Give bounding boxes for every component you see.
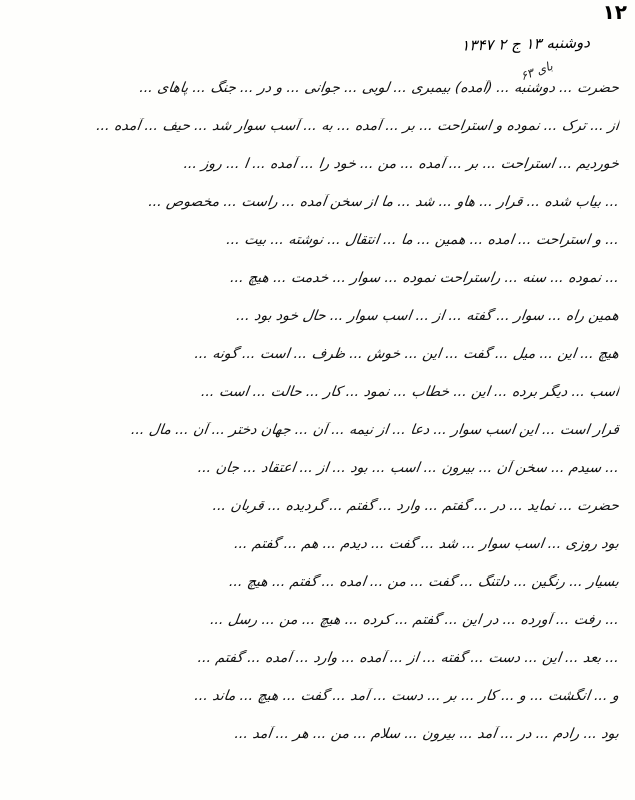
text-line: و ... انگشت ... و ... کار ... بر ... دست ... آمد ... گفت ... هیچ ... ماند ... [193,688,621,704]
text-line: ... و استراحت ... امده ... همین ... ما ... انتقال ... نوشته ... بیت ... [225,232,621,248]
text-line: هیچ ... این ... میل ... گفت ... این ... خوش ... ظرف ... است ... گونه ... [193,346,621,362]
text-line: بود روزی ... اسب سوار ... شد ... گفت ... دیدم ... هم ... گفتم ... [233,536,621,552]
text-line: ... رفت ... آورده ... در این ... گفتم ... کرده ... هیچ ... من ... رسل ... [209,612,621,628]
text-line: بود ... رادم ... در ... آمد ... بیرون ... سلام ... من ... هر ... آمد ... [233,726,621,742]
text-line: ... سیدم ... سخن آن ... بیرون ... اسب ... بود ... از ... اعتقاد ... جان ... [196,460,621,476]
text-line: ... نموده ... سنه ... راستراحت نموده ... سوار ... خدمت ... هیچ ... [229,270,621,286]
text-line: اسب ... دیگر برده ... این ... خطاب ... نمود ... کار ... حالت ... است ... [200,384,621,400]
text-line: ... بعد ... این ... دست ... گفته ... از ... آمده ... وارد ... آمده ... گفتم ... [196,650,621,666]
text-line: حضرت ... نماید ... در ... گفتم ... وارد ... گفتم ... گردیده ... قربان ... [211,498,621,514]
corner-annotation: بای ۶۳ [518,58,555,84]
date-heading: دوشنبه ۱۳ ج ۲ ۱۳۴۷ [460,33,591,55]
text-line: ... بیاب شده ... قرار ... هاو ... شد ... ما از سخن آمده ... راست ... مخصوص ... [147,194,621,210]
text-line: از ... ترک ... نموده و استراحت ... بر ... آمده ... به ... آسب سوار شد ... حیف ... آمده ... [95,118,621,134]
text-line: حضرت ... دوشنبه ... (آمده) بیمبری ... لوبی ... جوانی ... و در ... جنگ ... پاهای ... [138,80,621,96]
text-line: بسیار ... رنگین ... دلتنگ ... گفت ... من ... امده ... گفتم ... هیچ ... [228,574,621,590]
text-line: همین راه ... سوار ... گفته ... از ... اسب سوار ... حال خود بود ... [235,308,621,324]
page-number: ۱۲ [602,0,627,24]
handwritten-text-body [18,80,621,795]
text-line: قرار است ... این اسب سوار ... دعا ... از نیمه ... آن ... جهان دختر ... آن ... مال ... [130,422,621,438]
text-line: خوردیم ... استراحت ... بر ... آمده ... من ... خود را ... آمده ... ا ... روز ... [182,156,621,172]
